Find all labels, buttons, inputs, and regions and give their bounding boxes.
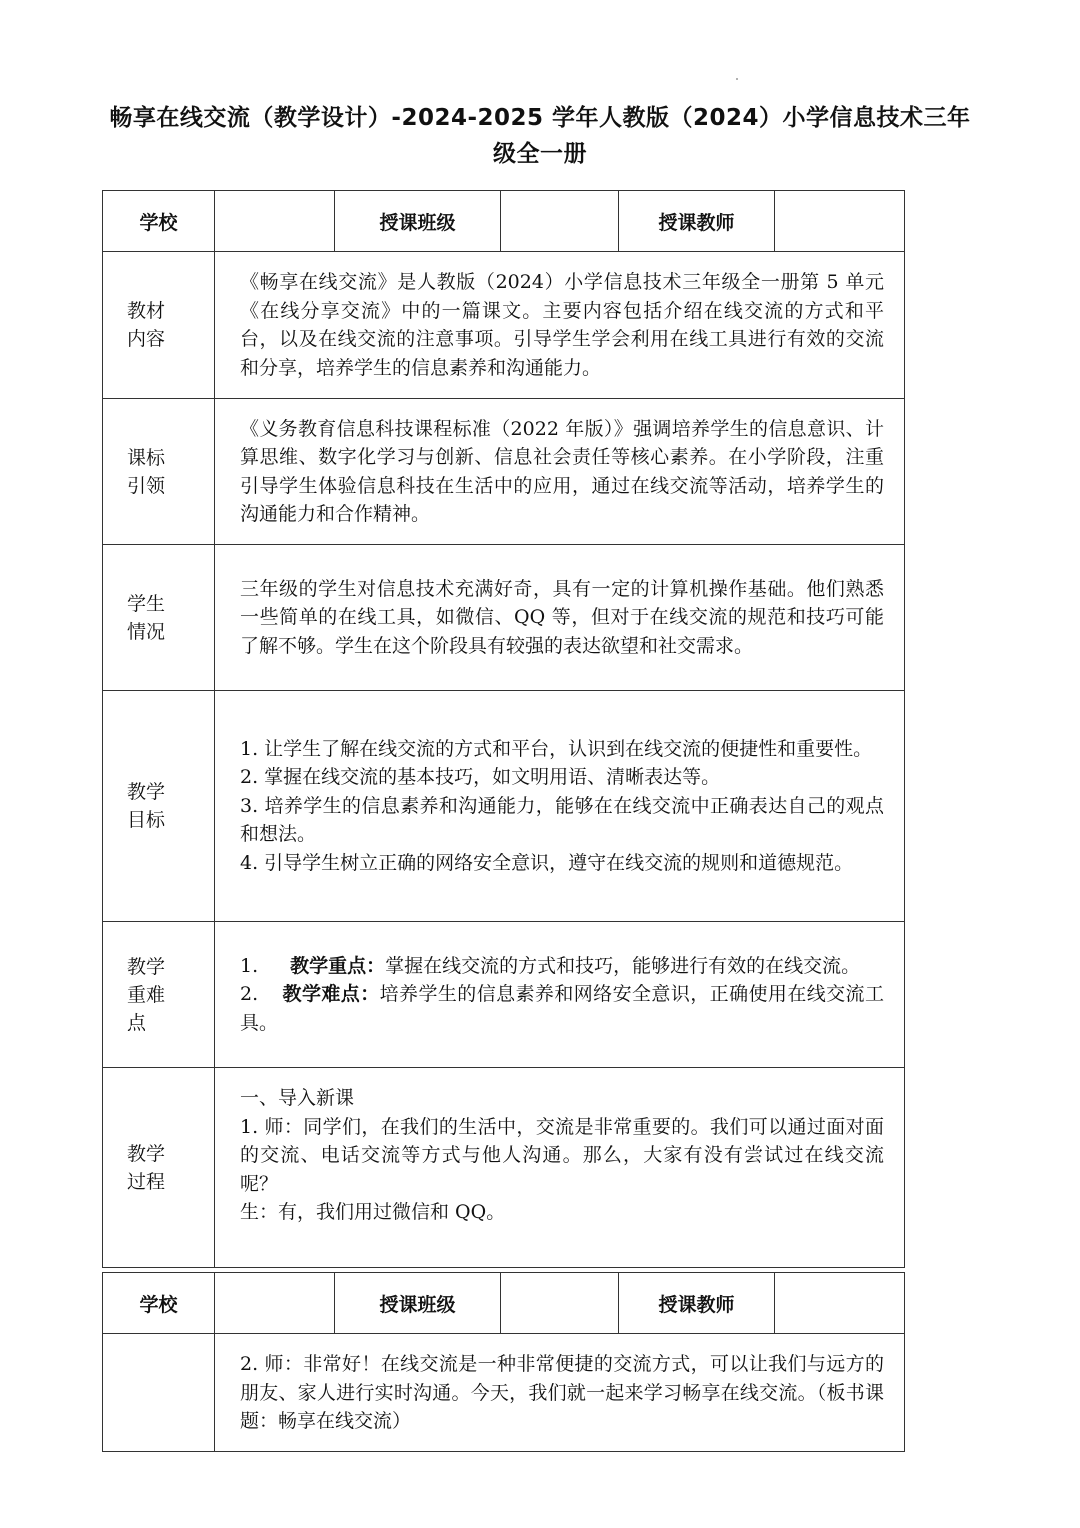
goal-item: 4. 引导学生树立正确的网络安全意识，遵守在线交流的规则和道德规范。	[240, 851, 854, 874]
goals-label: 教学目标	[103, 691, 215, 922]
lesson-plan-table-continued	[102, 1272, 905, 1452]
keypoints-row	[103, 922, 905, 1068]
students-content: 三年级的学生对信息技术充满好奇，具有一定的计算机操作基础。他们熟悉一些简单的在线工具，如微信、QQ 等，但对于在线交流的规范和技巧可能了解不够。学生在这个阶段具有较强的表达欲望和社交需求。	[215, 545, 905, 691]
school-value[interactable]	[215, 1273, 335, 1334]
teacher-label: 授课教师	[619, 1273, 775, 1334]
empty-label-cell	[103, 1334, 215, 1452]
material-row	[103, 252, 905, 399]
keypoint-heading: 教学难点：	[282, 983, 380, 1006]
process-continued-content	[215, 1334, 905, 1452]
teacher-value[interactable]	[775, 1273, 905, 1334]
material-content: 《畅享在线交流》是人教版（2024）小学信息技术三年级全一册第 5 单元《在线分享交流》中的一篇课文。主要内容包括介绍在线交流的方式和平台，以及在线交流的注意事项。引导学生学会利用在线工具进行有效的交流和分享，培养学生的信息素养和沟通能力。	[215, 252, 905, 399]
goals-content	[215, 691, 905, 922]
title-line-2: 级全一册	[493, 141, 587, 167]
standard-row	[103, 399, 905, 545]
class-value[interactable]	[501, 1273, 619, 1334]
material-label: 教材内容	[103, 252, 215, 399]
process-continued-row	[103, 1334, 905, 1452]
process-content	[215, 1068, 905, 1268]
process-line: 一、导入新课	[240, 1087, 355, 1109]
students-row	[103, 545, 905, 691]
school-value[interactable]	[215, 191, 335, 252]
keypoint-item: 2. 教学难点：培养学生的信息素养和网络安全意识，正确使用在线交流工具。	[240, 983, 884, 1034]
process-label: 教学过程	[103, 1068, 215, 1268]
header-row	[103, 1273, 905, 1334]
title-line-1: 畅享在线交流（教学设计）-2024-2025 学年人教版（2024）小学信息技术三年	[109, 105, 971, 131]
teacher-value[interactable]	[775, 191, 905, 252]
goal-item: 3. 培养学生的信息素养和沟通能力，能够在在线交流中正确表达自己的观点和想法。	[240, 794, 884, 846]
goal-item: 2. 掌握在线交流的基本技巧，如文明用语、清晰表达等。	[240, 766, 721, 789]
class-label: 授课班级	[335, 191, 501, 252]
keypoint-item: 1. 教学重点：掌握在线交流的方式和技巧，能够进行有效的在线交流。	[240, 954, 861, 977]
class-value[interactable]	[501, 191, 619, 252]
header-row	[103, 191, 905, 252]
students-label: 学生情况	[103, 545, 215, 691]
school-label: 学校	[103, 191, 215, 252]
standard-content: 《义务教育信息科技课程标准（2022 年版）》强调培养学生的信息意识、计算思维、数字化学习与创新、信息社会责任等核心素养。在小学阶段，注重引导学生体验信息科技在生活中的应用，通过在线交流等活动，培养学生的沟通能力和合作精神。	[215, 399, 905, 545]
class-label: 授课班级	[335, 1273, 501, 1334]
school-label: 学校	[103, 1273, 215, 1334]
standard-label: 课标引领	[103, 399, 215, 545]
goal-item: 1. 让学生了解在线交流的方式和平台，认识到在线交流的便捷性和重要性。	[240, 737, 873, 760]
process-line: 1. 师：同学们，在我们的生活中，交流是非常重要的。我们可以通过面对面的交流、电话交流等方式与他人沟通。那么，大家有没有尝试过在线交流呢？	[240, 1115, 884, 1195]
process-line: 2. 师：非常好！在线交流是一种非常便捷的交流方式，可以让我们与远方的朋友、家人进行实时沟通。今天，我们就一起来学习畅享在线交流。（板书课题：畅享在线交流）	[240, 1353, 884, 1432]
scan-dot	[736, 78, 738, 80]
process-line: 生：有，我们用过微信和 QQ。	[240, 1201, 506, 1223]
document-title	[95, 100, 985, 172]
keypoints-content	[215, 922, 905, 1068]
process-row	[103, 1068, 905, 1268]
lesson-plan-table	[102, 190, 905, 1268]
teacher-label: 授课教师	[619, 191, 775, 252]
goals-row	[103, 691, 905, 922]
keypoint-heading: 教学重点：	[290, 954, 386, 977]
keypoints-label: 教学重难点	[103, 922, 215, 1068]
